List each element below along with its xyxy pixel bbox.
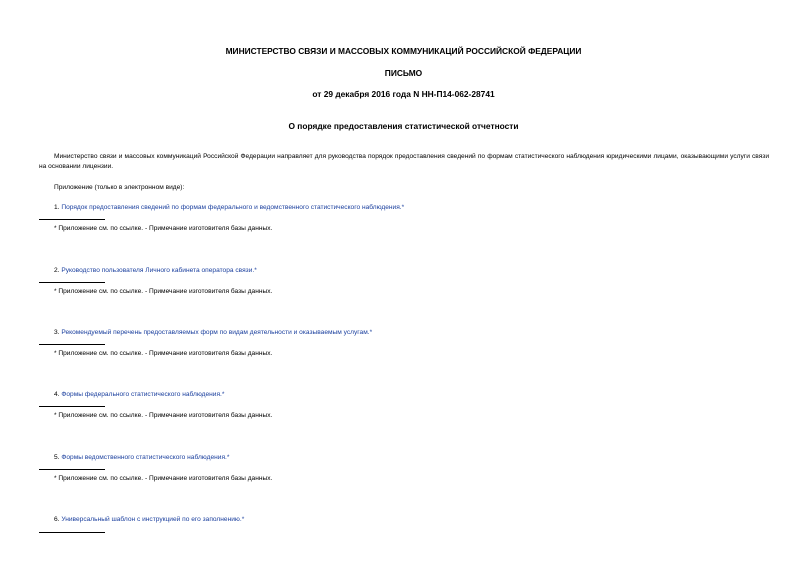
footnote-mark: * (221, 391, 225, 398)
appendix-item-1 (54, 203, 404, 213)
footnote-note: * Приложение см. по ссылке. - Примечание изготовителя базы данных. (54, 288, 273, 295)
footnote-mark: * (254, 267, 257, 274)
ministry-heading: МИНИСТЕРСТВО СВЯЗИ И МАССОВЫХ КОММУНИКАЦИЙ РОССИЙСКОЙ ФЕДЕРАЦИИ (225, 46, 582, 56)
appendix-item-5 (54, 453, 229, 463)
appendix-item-number: 4. (54, 391, 60, 398)
footnote-divider (39, 344, 105, 345)
appendix-item-number: 2. (54, 267, 60, 274)
footnote-divider (39, 406, 105, 407)
footnote-note: * Приложение см. по ссылке. - Примечание изготовителя базы данных. (54, 350, 273, 357)
footnote-mark: * (401, 204, 405, 211)
appendix-link-1[interactable]: Порядок предоставления сведений по формам федерального и ведомственного статистического наблюдения. (61, 204, 402, 211)
appendix-item-number: 3. (54, 329, 60, 336)
intro-paragraph: Министерство связи и массовых коммуникаций Российской Федерации направляет для руководства порядок предоставления сведений по формам статистического наблюдения юридическими лицами, оказывающими услуги связи на основании лицензии. (39, 153, 769, 170)
footnote-divider (39, 532, 105, 533)
footnote-mark: * (369, 329, 373, 336)
footnote-mark: * (226, 454, 230, 461)
appendix-link-2[interactable]: Руководство пользователя Личного кабинета оператора связи. (61, 267, 255, 274)
appendix-item-6 (54, 515, 244, 525)
document-type: ПИСЬМО (384, 68, 423, 78)
footnote-mark: * (241, 516, 245, 523)
appendix-item-number: 1. (54, 204, 60, 211)
appendix-item-4 (54, 390, 224, 400)
footnote-note: * Приложение см. по ссылке. - Примечание изготовителя базы данных. (54, 225, 273, 232)
appendix-link-6[interactable]: Универсальный шаблон с инструкцией по его заполнению. (61, 516, 242, 523)
appendix-link-4[interactable]: Формы федерального статистического наблюдения. (61, 391, 222, 398)
footnote-note: * Приложение см. по ссылке. - Примечание изготовителя базы данных. (54, 475, 273, 482)
appendix-label: Приложение (только в электронном виде): (54, 184, 185, 191)
footnote-divider (39, 282, 105, 283)
appendix-item-2 (54, 266, 257, 276)
appendix-item-number: 5. (54, 454, 60, 461)
appendix-item-number: 6. (54, 516, 60, 523)
document-subject: О порядке предоставления статистической отчетности (288, 121, 519, 131)
appendix-item-3 (54, 328, 372, 338)
footnote-note: * Приложение см. по ссылке. - Примечание изготовителя базы данных. (54, 412, 273, 419)
footnote-divider (39, 219, 105, 220)
document-date-number: от 29 декабря 2016 года N НН-П14-062-28741 (312, 89, 495, 99)
appendix-link-3[interactable]: Рекомендуемый перечень предоставляемых форм по видам деятельности и оказываемым услугам. (61, 329, 370, 336)
appendix-link-5[interactable]: Формы ведомственного статистического наблюдения. (61, 454, 227, 461)
footnote-divider (39, 469, 105, 470)
